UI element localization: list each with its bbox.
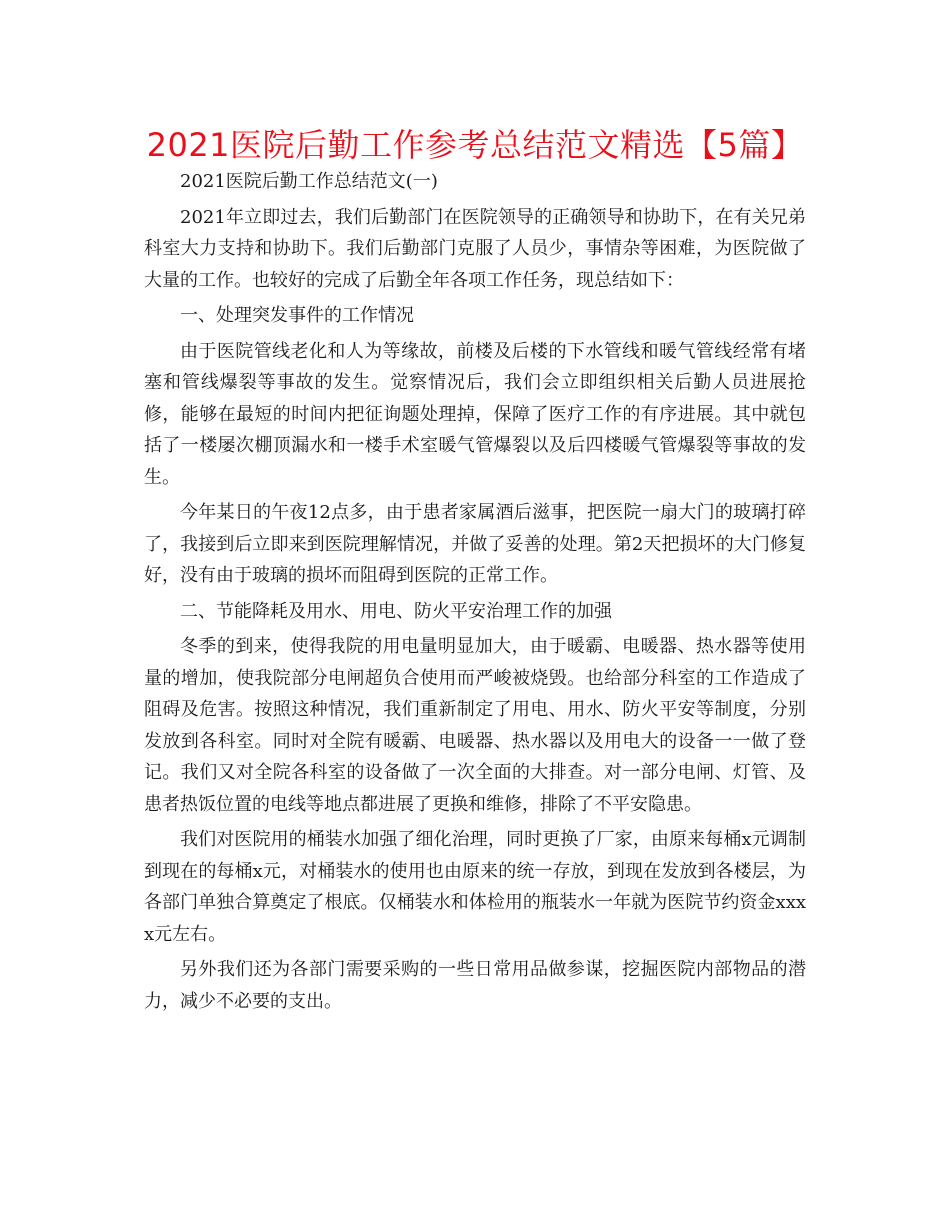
section-subtitle: 2021医院后勤工作总结范文(一)	[180, 171, 438, 192]
paragraph-emergency-pipes: 由于医院管线老化和人为等缘故，前楼及后楼的下水管线和暖气管线经常有堵塞和管线爆裂等事故的发生。觉察情况后，我们会立即组织相关后勤人员进展抢修，能够在最短的时间内把征询题处理掉，保障了医疗工作的有序进展。其中就包括了一楼屡次棚顶漏水和一楼手术室暖气管爆裂以及后四楼暖气管爆裂等事故的发生。	[144, 340, 806, 488]
paragraph-intro: 2021年立即过去，我们后勤部门在医院领导的正确领导和协助下，在有关兄弟科室大力支持和协助下。我们后勤部门克服了人员少，事情杂等困难，为医院做了大量的工作。也较好的完成了后勤全年各项工作任务，现总结如下：	[144, 206, 806, 291]
paragraph-emergency-door: 今年某日的午夜12点多，由于患者家属酒后滋事，把医院一扇大门的玻璃打碎了，我接到后立即来到医院理解情况，并做了妥善的处理。第2天把损坏的大门修复好，没有由于玻璃的损坏而阻碍到医院的正常工作。	[144, 502, 806, 586]
paragraph-procurement: 另外我们还为各部门需要采购的一些日常用品做参谋，挖掘医院内部物品的潜力，减少不必要的支出。	[144, 959, 806, 1012]
document-title: 2021医院后勤工作参考总结范文精选【5篇】	[146, 126, 804, 164]
document-body	[144, 166, 806, 1021]
section-heading-1: 一、处理突发事件的工作情况	[180, 305, 414, 326]
paragraph-water: 我们对医院用的桶装水加强了细化治理，同时更换了厂家，由原来每桶x元调制到现在的每桶x元，对桶装水的使用也由原来的统一存放，到现在发放到各楼层，为各部门单独合算奠定了根底。仅桶装水和体检用的瓶装水一年就为医院节约资金xxxx元左右。	[144, 829, 806, 945]
section-heading-2: 二、节能降耗及用水、用电、防火平安治理工作的加强	[180, 600, 612, 622]
paragraph-electricity: 冬季的到来，使得我院的用电量明显加大，由于暖霸、电暖器、热水器等使用量的增加，使我院部分电闸超负合使用而严峻被烧毁。也给部分科室的工作造成了阻碍及危害。按照这种情况，我们重新制定了用电、用水、防火平安等制度，分别发放到各科室。同时对全院有暖霸、电暖器、热水器以及用电大的设备一一做了登记。我们又对全院各科室的设备做了一次全面的大排查。对一部分电闸、灯管、及患者热饭位置的电线等地点都进展了更换和维修，排除了不平安隐患。	[144, 636, 806, 815]
